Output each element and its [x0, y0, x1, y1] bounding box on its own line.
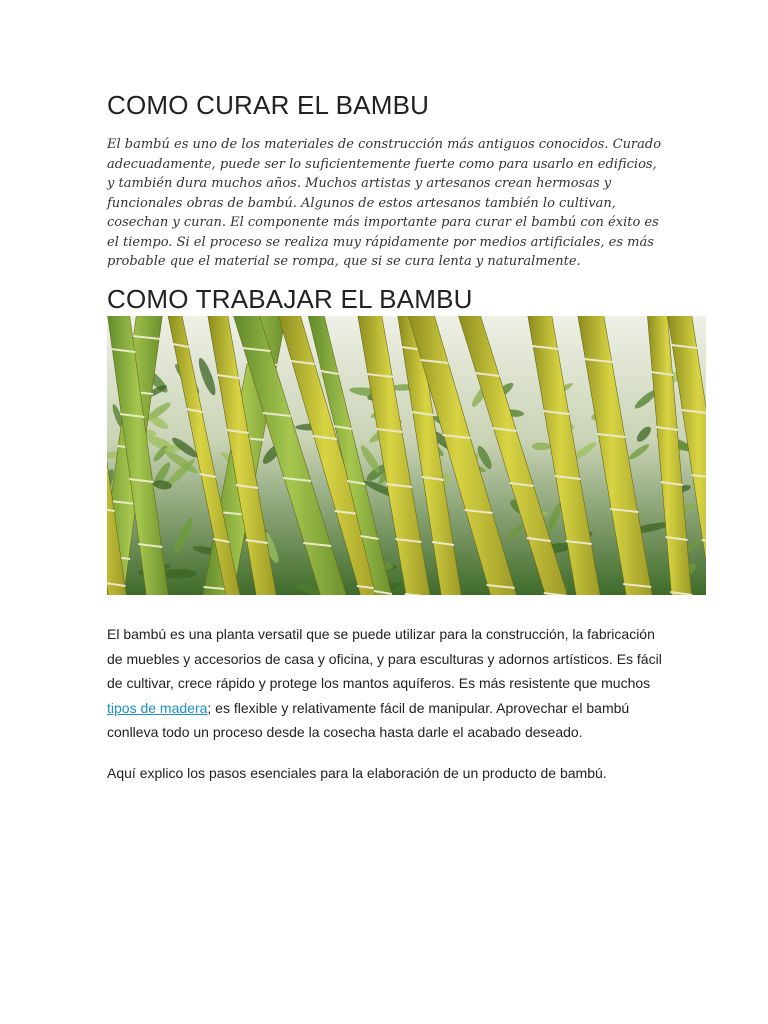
body-paragraph-2: Aquí explico los pasos esenciales para la elaboración de un producto de bambú. — [107, 765, 607, 781]
tipos-de-madera-link[interactable]: tipos de madera — [107, 699, 208, 716]
body-paragraph-1 — [107, 622, 667, 745]
intro-paragraph: El bambú es uno de los materiales de construcción más antiguos conocidos. Curado adecuadamente, puede ser lo suficientemente fuerte como para usarlo en edificios, y también dura muchos años. Muchos artistas y artesanos crean hermosas y funcionales obras de bambú. Algunos de estos artesanos también lo cultivan, cosechan y curan. El componente más importante para curar el bambú con éxito es el tiempo. Si el proceso se realiza muy rápidamente por medios artificiales, es más probable que el material se rompa, que si se cura lenta y naturalmente. — [107, 137, 662, 269]
bamboo-photo-illustration — [107, 316, 706, 595]
paragraph-1-text-end: ; es flexible y relativamente fácil de manipular. Aprovechar el bambú conlleva todo un proceso desde la cosecha hasta darle el acabado deseado. — [107, 699, 630, 740]
section-title-curar: COMO CURAR EL BAMBU — [107, 90, 430, 120]
bamboo-photo — [107, 316, 706, 595]
paragraph-1-text-start: El bambú es una planta versatil que se puede utilizar para la construcción, la fabricación de muebles y accesorios de casa y oficina, y para esculturas y adornos artísticos. Es fácil de cultivar, crece rápido y protege los mantos aquíferos. Es más resistente que muchos — [107, 626, 662, 691]
section-title-trabajar: COMO TRABAJAR EL BAMBU — [107, 284, 473, 314]
